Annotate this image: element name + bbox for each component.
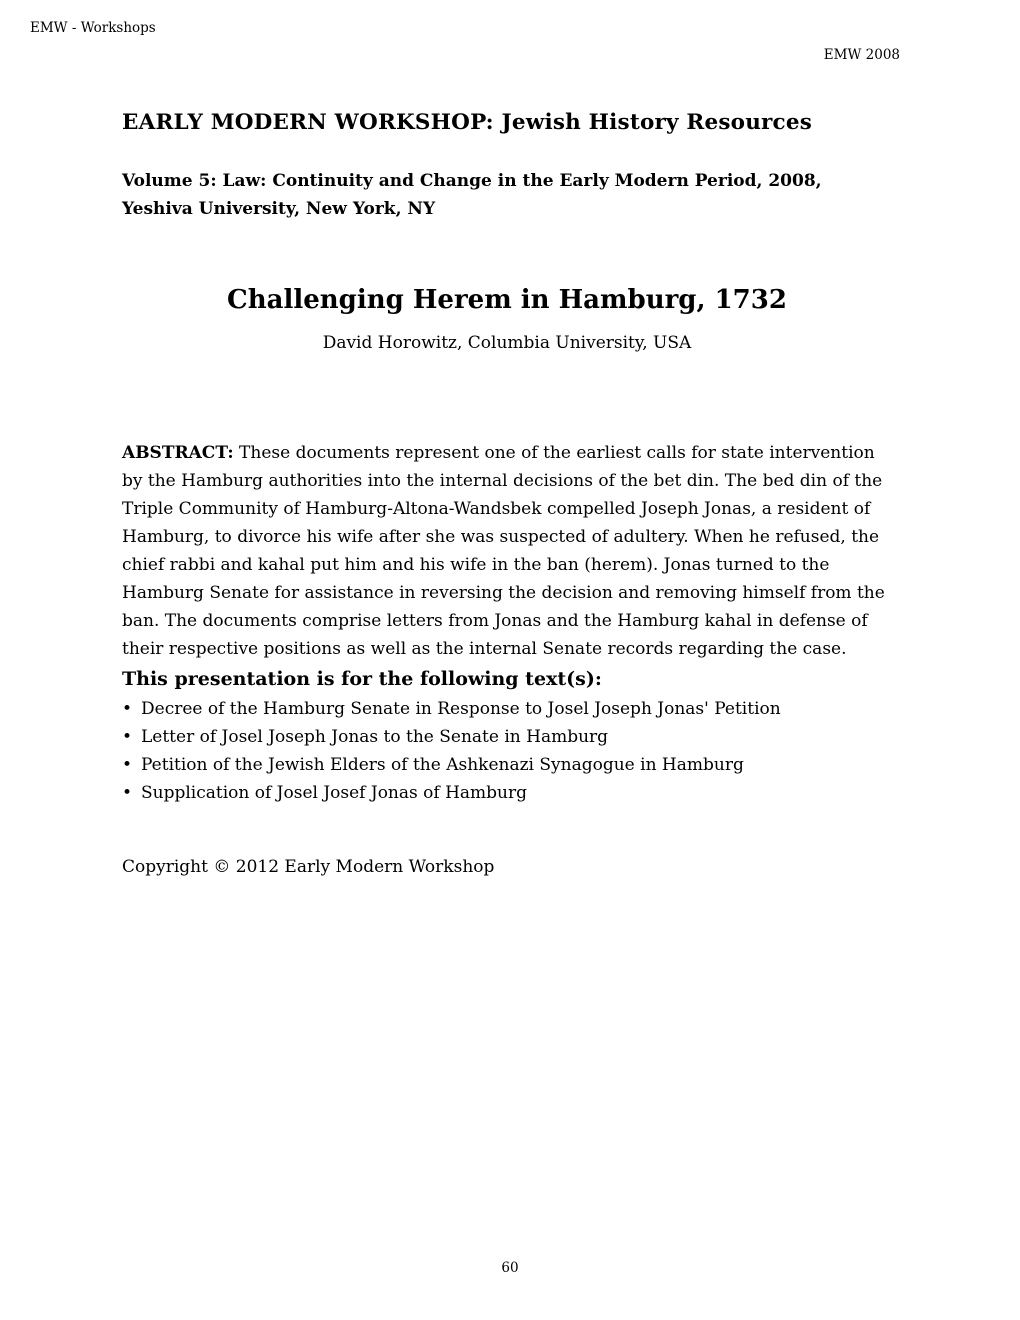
- copyright-line: Copyright © 2012 Early Modern Workshop: [122, 857, 495, 877]
- texts-list: [122, 695, 892, 807]
- running-header-left: EMW - Workshops: [30, 20, 156, 36]
- page-number: 60: [501, 1260, 519, 1276]
- abstract-text: These documents represent one of the earliest calls for state intervention by the Hamburg authorities into the internal decisions of the bet din. The bed din of the Triple Community of Hamburg-Altona-Wandsbek compelled Joseph Jonas, a resident of Hamburg, to divorce his wife after she was suspected of adultery. When he refused, the chief rabbi and kahal put him and his wife in the ban (herem). Jonas turned to the Hamburg Senate for assistance in reversing the decision and removing himself from the ban. The documents comprise letters from Jonas and the Hamburg kahal in defense of their respective positions as well as the internal Senate records regarding the case.: [122, 443, 885, 659]
- list-item: • Letter of Josel Joseph Jonas to the Senate in Hamburg: [122, 723, 892, 751]
- running-header-right: EMW 2008: [823, 47, 900, 63]
- texts-section-heading: This presentation is for the following text(s):: [122, 668, 602, 690]
- list-item: • Decree of the Hamburg Senate in Response to Josel Joseph Jonas' Petition: [122, 695, 892, 723]
- list-item: • Supplication of Josel Josef Jonas of Hamburg: [122, 779, 892, 807]
- abstract-label: ABSTRACT:: [122, 443, 234, 463]
- presentation-title: Challenging Herem in Hamburg, 1732: [227, 285, 787, 315]
- page-content: [122, 110, 892, 877]
- workshop-title: EARLY MODERN WORKSHOP: Jewish History Resources: [122, 110, 813, 135]
- list-item: • Petition of the Jewish Elders of the Ashkenazi Synagogue in Hamburg: [122, 751, 892, 779]
- abstract-paragraph: [122, 439, 892, 663]
- presentation-author: David Horowitz, Columbia University, USA: [322, 333, 692, 353]
- volume-subtitle: Volume 5: Law: Continuity and Change in the Early Modern Period, 2008, Yeshiva University, New York, NY: [122, 171, 822, 219]
